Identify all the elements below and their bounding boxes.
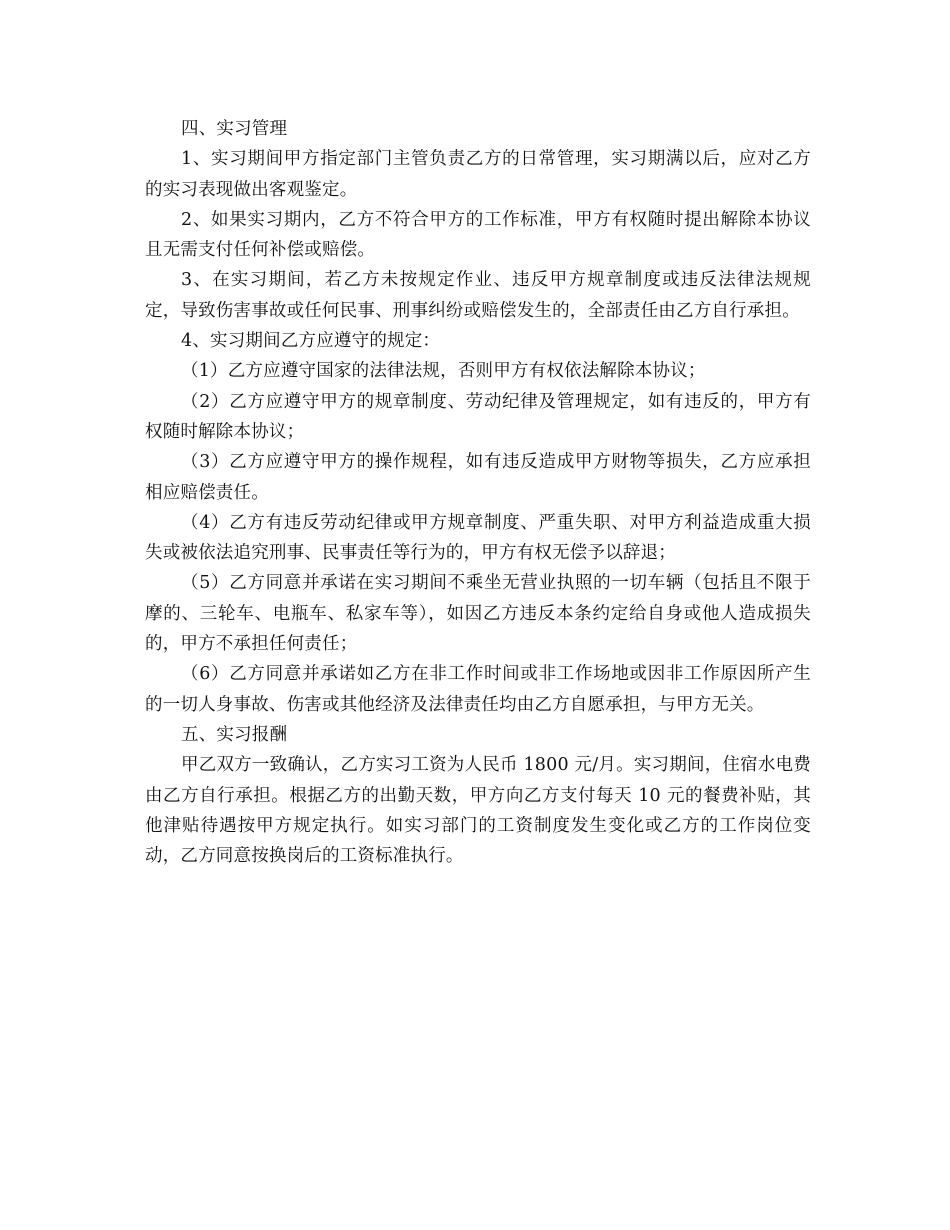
rule-3-operating-procedures: （3）乙方应遵守甲方的操作规程，如有违反造成甲方财物等损失，乙方应承担相应赔偿责任。 xyxy=(145,452,811,503)
rule-6-non-work-accidents: （6）乙方同意并承诺如乙方在非工作时间或非工作场地或因非工作原因所产生的一切人身事故、伤害或其他经济及法律责任均由乙方自愿承担，与甲方无关。 xyxy=(145,664,811,715)
rule-2-regulations: （2）乙方应遵守甲方的规章制度、劳动纪律及管理规定，如有违反的，甲方有权随时解除本协议； xyxy=(145,391,811,442)
section-heading-internship-management: 四、实习管理 xyxy=(181,119,288,139)
rule-4-dismissal: （4）乙方有违反劳动纪律或甲方规章制度、严重失职、对甲方利益造成重大损失或被依法追究刑事、民事责任等行为的，甲方有权无偿予以辞退； xyxy=(145,512,811,564)
clause-2-termination-right: 2、如果实习期内，乙方不符合甲方的工作标准，甲方有权随时提出解除本协议且无需支付任何补偿或赔偿。 xyxy=(145,209,811,261)
pay-clause: 甲乙双方一致确认，乙方实习工资为人民币 1800 元/月。实习期间，住宿水电费由乙方自行承担。根据乙方的出勤天数，甲方向乙方支付每天 10 元的餐费补贴，其他津贴待遇按甲方规定执行。如实习部门的工资制度发生变化或乙方的工作岗位变动，乙方同意按换岗后的工资标准执行。 xyxy=(145,755,811,867)
clause-4-rules-intro: 4、实习期间乙方应遵守的规定： xyxy=(181,331,441,352)
section-heading-internship-pay: 五、实习报酬 xyxy=(181,724,288,745)
clause-3-liability: 3、在实习期间，若乙方未按规定作业、违反甲方规章制度或违反法律法规规定，导致伤害事故或任何民事、刑事纠纷或赔偿发生的，全部责任由乙方自行承担。 xyxy=(145,270,811,321)
rule-1-laws: （1）乙方应遵守国家的法律法规，否则甲方有权依法解除本协议； xyxy=(181,361,706,382)
clause-1-daily-management: 1、实习期间甲方指定部门主管负责乙方的日常管理，实习期满以后，应对乙方的实习表现做出客观鉴定。 xyxy=(145,149,811,200)
rule-5-vehicles: （5）乙方同意并承诺在实习期间不乘坐无营业执照的一切车辆（包括且不限于摩的、三轮车、电瓶车、私家车等），如因乙方违反本条约定给自身或他人造成损失的，甲方不承担任何责任； xyxy=(145,573,811,655)
document-body xyxy=(145,114,811,871)
